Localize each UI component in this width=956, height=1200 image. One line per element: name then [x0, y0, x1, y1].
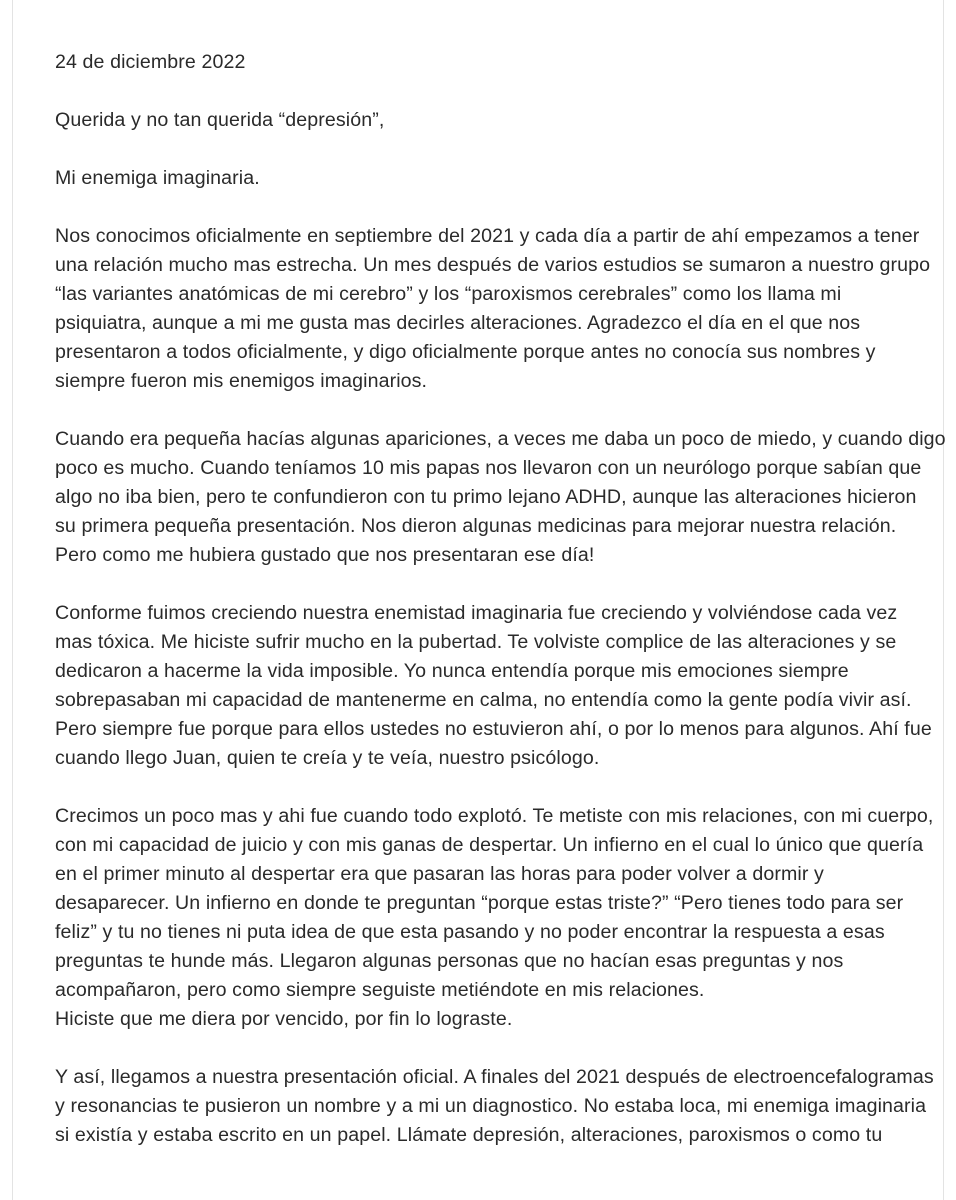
- text-line: dedicaron a hacerme la vida imposible. Yo nunca entendía porque mis emociones siempre: [55, 660, 849, 682]
- letter-salutation: Querida y no tan querida “depresión”,: [55, 109, 385, 131]
- paragraph-2: [55, 425, 946, 570]
- text-line: Hiciste que me diera por vencido, por fin lo lograste.: [55, 1008, 513, 1030]
- text-line: Crecimos un poco mas y ahi fue cuando todo explotó. Te metiste con mis relaciones, con mi cuerpo,: [55, 805, 934, 827]
- text-line: siempre fueron mis enemigos imaginarios.: [55, 370, 428, 392]
- text-line: una relación mucho mas estrecha. Un mes después de varios estudios se sumaron a nuestro grupo: [55, 254, 931, 276]
- text-line: poco es mucho. Cuando teníamos 10 mis papas nos llevaron con un neurólogo porque sabían que: [55, 457, 922, 479]
- text-line: presentaron a todos oficialmente, y digo oficialmente porque antes no conocía sus nombres y: [55, 341, 876, 363]
- text-line: “las variantes anatómicas de mi cerebro” y los “paroxismos cerebrales” como los llama mi: [55, 283, 842, 305]
- text-line: mas tóxica. Me hiciste sufrir mucho en la pubertad. Te volviste complice de las alteraciones y se: [55, 631, 897, 653]
- text-line: cuando llego Juan, quien te creía y te veía, nuestro psicólogo.: [55, 747, 600, 769]
- text-line: acompañaron, pero como siempre seguiste metiéndote en mis relaciones.: [55, 979, 705, 1001]
- text-line: Y así, llegamos a nuestra presentación oficial. A finales del 2021 después de electroencefalogramas: [55, 1066, 934, 1088]
- paragraph-3: [55, 599, 935, 773]
- text-line: si existía y estaba escrito en un papel. Llámate depresión, alteraciones, paroxismos o como tu: [55, 1124, 883, 1146]
- text-line: preguntas te hunde más. Llegaron algunas personas que no hacían esas preguntas y nos: [55, 950, 844, 972]
- text-line: Cuando era pequeña hacías algunas apariciones, a veces me daba un poco de miedo, y cuando digo: [55, 428, 946, 450]
- letter-body: [55, 48, 946, 1179]
- text-line: sobrepasaban mi capacidad de mantenerme en calma, no entendía como la gente podía vivir así.: [55, 689, 912, 711]
- text-line: y resonancias te pusieron un nombre y a mi un diagnostico. No estaba loca, mi enemiga imaginaria: [55, 1095, 927, 1117]
- letter-page: [12, 0, 944, 1200]
- text-line: desaparecer. Un infierno en donde te preguntan “porque estas triste?” “Pero tienes todo para ser: [55, 892, 904, 914]
- letter-subtitle: Mi enemiga imaginaria.: [55, 167, 260, 189]
- text-line: su primera pequeña presentación. Nos dieron algunas medicinas para mejorar nuestra relación.: [55, 515, 897, 537]
- text-line: Nos conocimos oficialmente en septiembre del 2021 y cada día a partir de ahí empezamos a tener: [55, 225, 920, 247]
- text-line: feliz” y tu no tienes ni puta idea de que esta pasando y no poder encontrar la respuesta a esas: [55, 921, 885, 943]
- text-line: Pero como me hubiera gustado que nos presentaran ese día!: [55, 544, 595, 566]
- text-line: con mi capacidad de juicio y con mis ganas de despertar. Un infierno en el cual lo único que quería: [55, 834, 924, 856]
- paragraph-5: [55, 1063, 935, 1150]
- letter-date: 24 de diciembre 2022: [55, 51, 246, 73]
- text-line: en el primer minuto al despertar era que pasaran las horas para poder volver a dormir y: [55, 863, 824, 885]
- text-line: Conforme fuimos creciendo nuestra enemistad imaginaria fue creciendo y volviéndose cada vez: [55, 602, 898, 624]
- text-line: algo no iba bien, pero te confundieron con tu primo lejano ADHD, aunque las alteraciones hicieron: [55, 486, 917, 508]
- paragraph-4: [55, 802, 935, 1034]
- text-line: psiquiatra, aunque a mi me gusta mas decirles alteraciones. Agradezco el día en el que nos: [55, 312, 861, 334]
- text-line: Pero siempre fue porque para ellos ustedes no estuvieron ahí, o por lo menos para algunos. Ahí fue: [55, 718, 932, 740]
- paragraph-1: [55, 222, 935, 396]
